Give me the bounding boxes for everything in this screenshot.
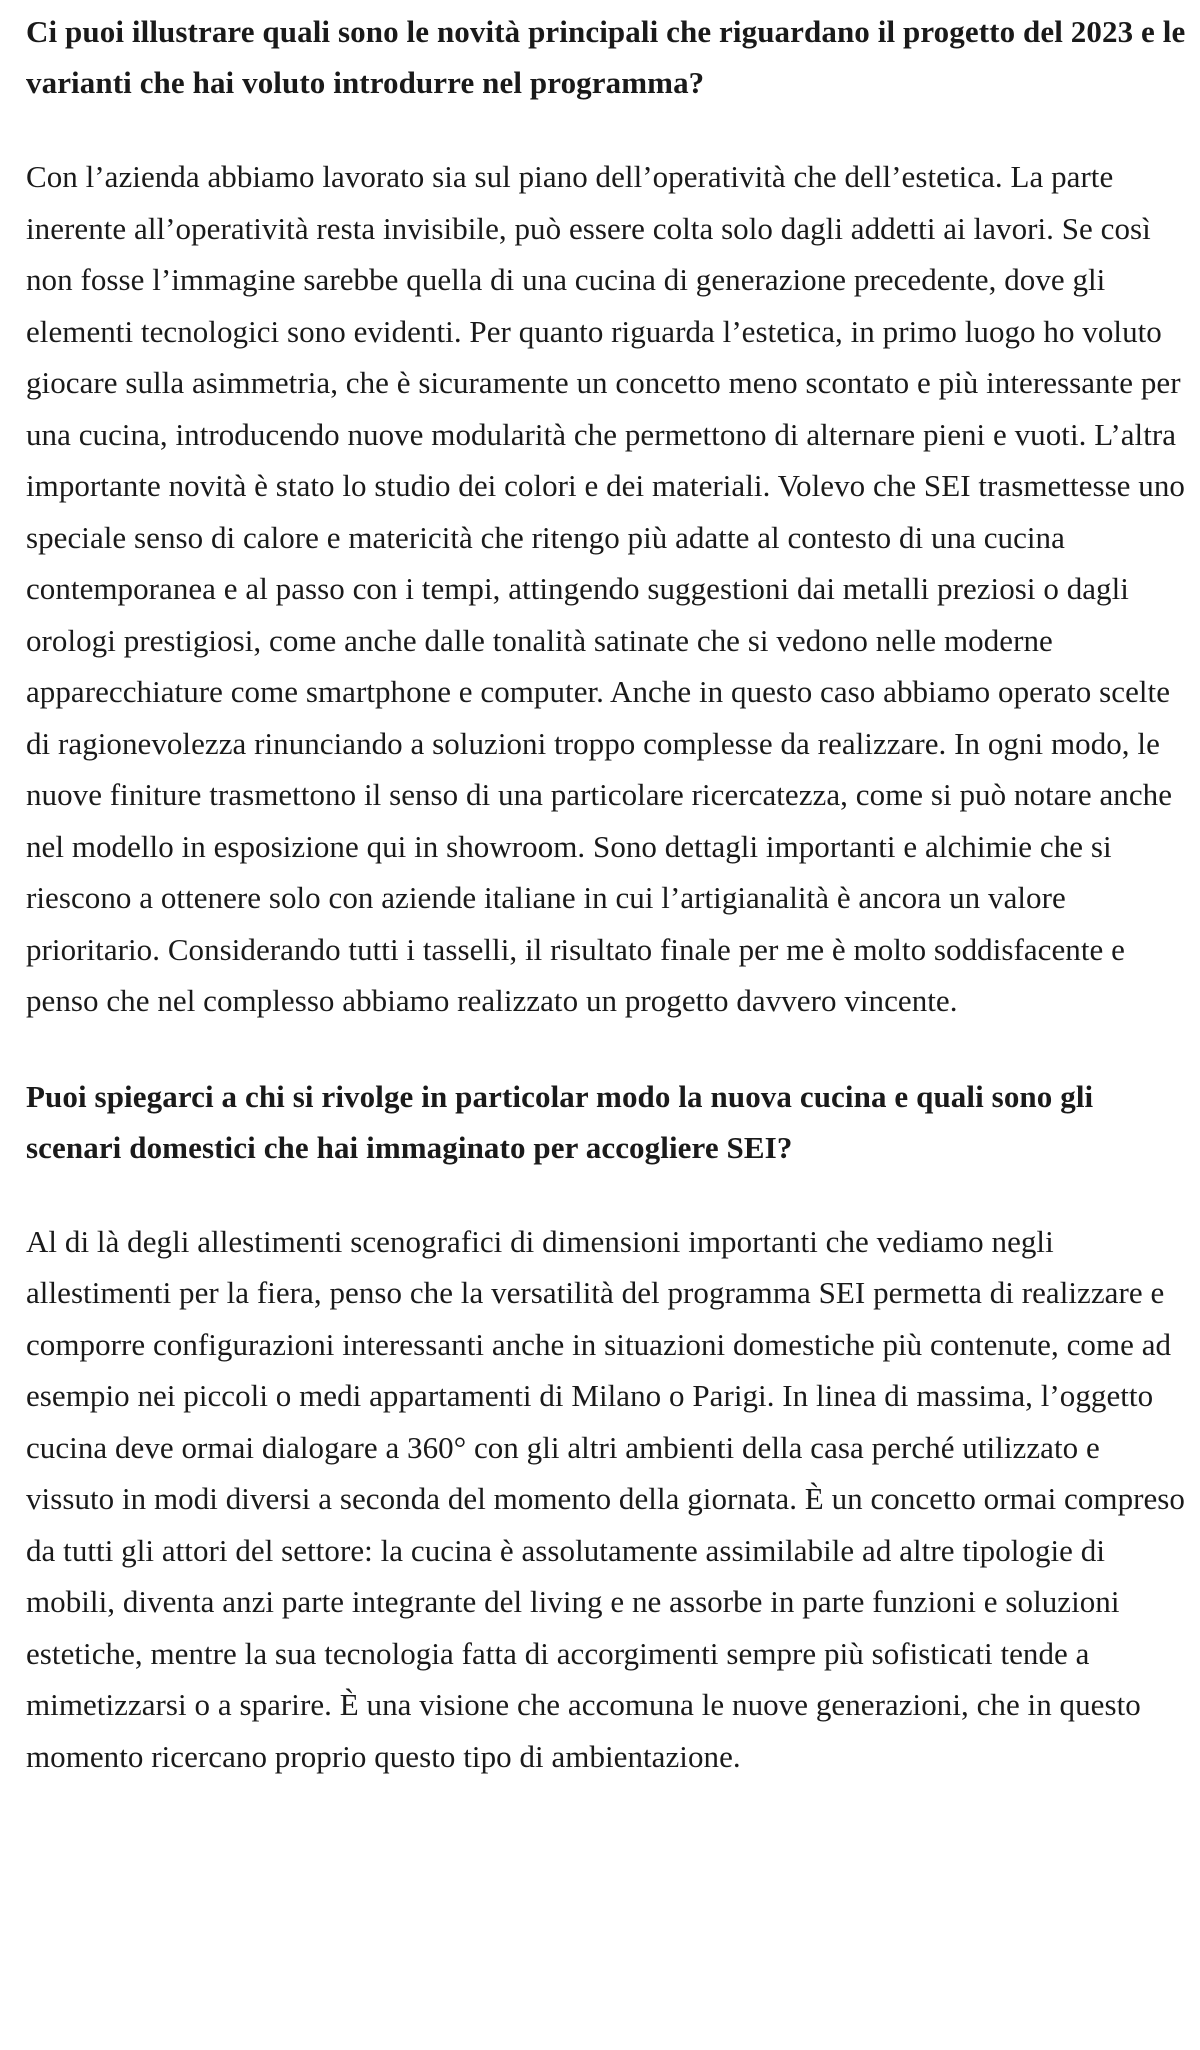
interview-article	[26, 6, 1186, 1782]
spacer	[26, 1173, 1186, 1216]
interview-answer-1: Con l’azienda abbiamo lavorato sia sul piano dell’operatività che dell’estetica. La parte inerente all’operatività resta invisibile, può essere colta solo dagli addetti ai lavori. Se così non fosse l’immagine sarebbe quella di una cucina di generazione precedente, dove gli elementi tecnologici sono evidenti. Per quanto riguarda l’estetica, in primo luogo ho voluto giocare sulla asimmetria, che è sicuramente un concetto meno scontato e più interessante per una cucina, introducendo nuove modularità che permettono di alternare pieni e vuoti. L’altra importante novità è stato lo studio dei colori e dei materiali. Volevo che SEI trasmettesse uno speciale senso di calore e matericità che ritengo più adatte al contesto di una cucina contemporanea e al passo con i tempi, attingendo suggestioni dai metalli preziosi o dagli orologi prestigiosi, come anche dalle tonalità satinate che si vedono nelle moderne apparecchiature come smartphone e computer. Anche in questo caso abbiamo operato scelte di ragionevolezza rinunciando a soluzioni troppo complesse da realizzare. In ogni modo, le nuove finiture trasmettono il senso di una particolare ricercatezza, come si può notare anche nel modello in esposizione qui in showroom. Sono dettagli importanti e alchimie che si riescono a ottenere solo con aziende italiane in cui l’artigianalità è ancora un valore prioritario. Considerando tutti i tasselli, il risultato finale per me è molto soddisfacente e penso che nel complesso abbiamo realizzato un progetto davvero vincente.	[26, 159, 1185, 1018]
interview-answer-2: Al di là degli allestimenti scenografici di dimensioni importanti che vediamo negli allestimenti per la fiera, penso che la versatilità del programma SEI permetta di realizzare e comporre configurazioni interessanti anche in situazioni domestiche più contenute, come ad esempio nei piccoli o medi appartamenti di Milano o Parigi. In linea di massima, l’oggetto cucina deve ormai dialogare a 360° con gli altri ambienti della casa perché utilizzato e vissuto in modi diversi a seconda del momento della giornata. È un concetto ormai compreso da tutti gli attori del settore: la cucina è assolutamente assimilabile ad altre tipologie di mobili, diventa anzi parte integrante del living e ne assorbe in parte funzioni e soluzioni estetiche, mentre la sua tecnologia fatta di accorgimenti sempre più sofisticati tende a mimetizzarsi o a sparire. È una visione che accomuna le nuove generazioni, che in questo momento ricercano proprio questo tipo di ambientazione.	[26, 1223, 1185, 1774]
spacer	[26, 1027, 1186, 1071]
interview-question-2: Puoi spiegarci a chi si rivolge in particolar modo la nuova cucina e quali sono gli scenari domestici che hai immaginato per accogliere SEI?	[26, 1078, 1094, 1165]
spacer	[26, 108, 1186, 151]
interview-question-1: Ci puoi illustrare quali sono le novità principali che riguardano il progetto del 2023 e le varianti che hai voluto introdurre nel programma?	[26, 14, 1186, 100]
